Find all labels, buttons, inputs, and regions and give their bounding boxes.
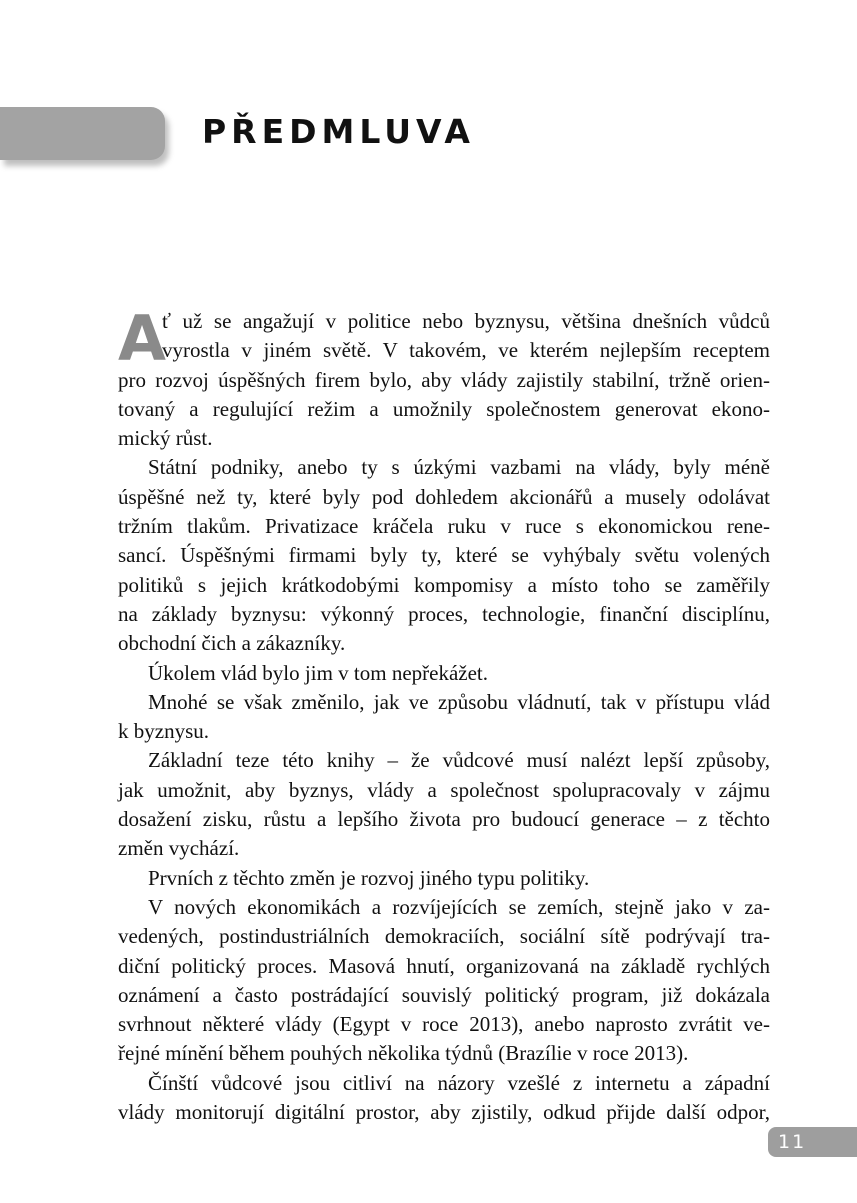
text-line: vlády monitorují digitální prostor, aby zjistily, odkud přijde další odpor,	[118, 1100, 770, 1125]
text-line: změn vychází.	[118, 836, 240, 861]
text-line: vyrostla v jiném světě. V takovém, ve kterém nejlepším receptem	[162, 338, 770, 363]
text-line: dosažení zisku, růstu a lepšího života pro budoucí generace – z těchto	[118, 807, 770, 832]
text-line: jak umožnit, aby byznys, vlády a společnost spolupracovaly v zájmu	[118, 777, 770, 802]
text-line: V nových ekonomikách a rozvíjejících se zemích, stejně jako v za-	[148, 894, 770, 919]
text-line: svrhnout některé vlády (Egypt v roce 2013), anebo naprosto zvrátit ve-	[118, 1012, 770, 1037]
text-line: vedených, postindustriálních demokraciích, sociální sítě podrývají tra-	[118, 924, 770, 949]
chapter-title: PŘEDMLUVA	[202, 112, 475, 151]
text-line: Úkolem vlád bylo jim v tom nepřekážet.	[148, 660, 488, 685]
text-line: ť už se angažují v politice nebo byznysu, většina dnešních vůdců	[162, 309, 770, 333]
text-line: Státní podniky, anebo ty s úzkými vazbami na vlády, byly méně	[148, 455, 770, 480]
text-line: pro rozvoj úspěšných firem bylo, aby vlády zajistily stabilní, tržně orien-	[118, 367, 770, 392]
text-line: Prvních z těchto změn je rozvoj jiného typu politiky.	[148, 865, 590, 890]
text-line: tovaný a regulující režim a umožnily společnostem generovat ekono-	[118, 396, 770, 421]
text-line: Mnohé se však změnilo, jak ve způsobu vládnutí, tak v přístupu vlád	[148, 689, 770, 714]
text-line: mický růst.	[118, 426, 213, 451]
text-line: oznámení a často postrádající souvislý politický program, již dokázala	[118, 982, 770, 1007]
text-line: sancí. Úspěšnými firmami byly ty, které se vyhýbaly světu volených	[118, 543, 770, 568]
text-line: na základy byznysu: výkonný proces, technologie, finanční disciplínu,	[118, 601, 770, 626]
text-line: tržním tlakům. Privatizace kráčela ruku v ruce s ekonomickou rene-	[118, 514, 770, 539]
text-line: k byznysu.	[118, 719, 209, 744]
chapter-tab-decoration	[0, 107, 165, 160]
text-line: obchodní čich a zákazníky.	[118, 631, 346, 656]
text-line: Základní teze této knihy – že vůdcové musí nalézt lepší způsoby,	[148, 748, 770, 773]
drop-cap: A	[118, 302, 166, 375]
text-line: úspěšné než ty, které byly pod dohledem akcionářů a musely odolávat	[118, 484, 770, 509]
text-line: řejné mínění během pouhých několika týdnů (Brazílie v roce 2013).	[118, 1041, 689, 1066]
text-line: diční politický proces. Masová hnutí, organizovaná na základě rychlých	[118, 953, 770, 978]
page-number: 11	[768, 1127, 857, 1157]
text-line: politiků s jejich krátkodobými kompomisy a místo toho se zaměřily	[118, 572, 770, 597]
text-line: Čínští vůdcové jsou citliví na názory vzešlé z internetu a západní	[148, 1070, 770, 1095]
body-text	[118, 302, 770, 1127]
